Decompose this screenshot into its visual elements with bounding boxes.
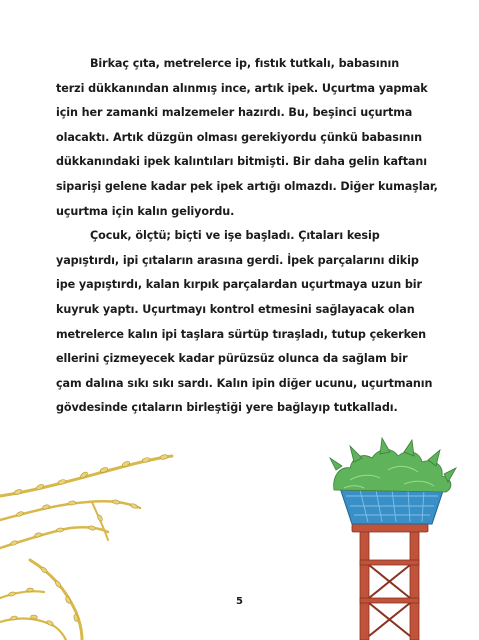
plant-highlights bbox=[344, 466, 434, 488]
branch-stem bbox=[0, 456, 172, 496]
text-line: terzi dükkanından alınmış ince, artık ipek. Uçurtma yapmak bbox=[56, 81, 428, 95]
paragraph-2 bbox=[56, 224, 446, 421]
branch-stem bbox=[0, 501, 140, 520]
text-line: metrelerce kalın ipi taşlara sürtüp tıraşladı, tutup çekerken bbox=[56, 327, 426, 341]
page-number: 5 bbox=[236, 596, 243, 607]
text-line: Birkaç çıta, metrelerce ip, fıstık tutkalı, babasının bbox=[90, 57, 400, 70]
text-line: siparişi gelene kadar pek ipek artığı olmazdı. Diğer kumaşlar, bbox=[56, 179, 438, 193]
branch-stem bbox=[0, 527, 108, 548]
branch-stem bbox=[92, 502, 108, 540]
text-line: kuyruk yaptı. Uçurtmayı kontrol etmesini sağlayacak olan bbox=[56, 302, 415, 316]
paragraph-1 bbox=[56, 52, 446, 224]
text-line: gövdesinde çıtaların birleştiği yere bağlayıp tutkalladı. bbox=[56, 401, 398, 415]
text-line: ipe yapıştırdı, kalan kırpık parçalardan uçurtmaya uzun bir bbox=[56, 278, 422, 292]
text-line: Çocuk, ölçtü; biçti ve işe başladı. Çıtaları kesip bbox=[90, 229, 380, 243]
text-line: ellerini çizmeyecek kadar pürüzsüz olunca da sağlam bir bbox=[56, 352, 408, 366]
plant bbox=[330, 438, 456, 492]
text-line: olacaktı. Artık düzgün olması gerekiyordu çünkü babasının bbox=[56, 130, 423, 144]
text-line: uçurtma için kalın geliyordu. bbox=[56, 204, 235, 218]
branch-illustration bbox=[0, 456, 172, 640]
text-line: dükkanındaki ipek kalıntıları bitmişti. Bir daha gelin kaftanı bbox=[56, 155, 427, 169]
story-text bbox=[56, 52, 446, 421]
text-line: çam dalına sıkı sıkı sardı. Kalın ipin diğer ucunu, uçurtmanın bbox=[56, 376, 433, 390]
text-line: yapıştırdı, ipi çıtaların arasına gerdi. İpek parçalarını dikip bbox=[56, 253, 419, 267]
stand bbox=[352, 524, 428, 640]
pot bbox=[340, 488, 444, 524]
potted-plant-on-stand-illustration bbox=[330, 438, 456, 640]
branch-stem bbox=[0, 619, 66, 640]
text-line: için her zamanki malzemeler hazırdı. Bu, beşinci uçurtma bbox=[56, 106, 413, 120]
